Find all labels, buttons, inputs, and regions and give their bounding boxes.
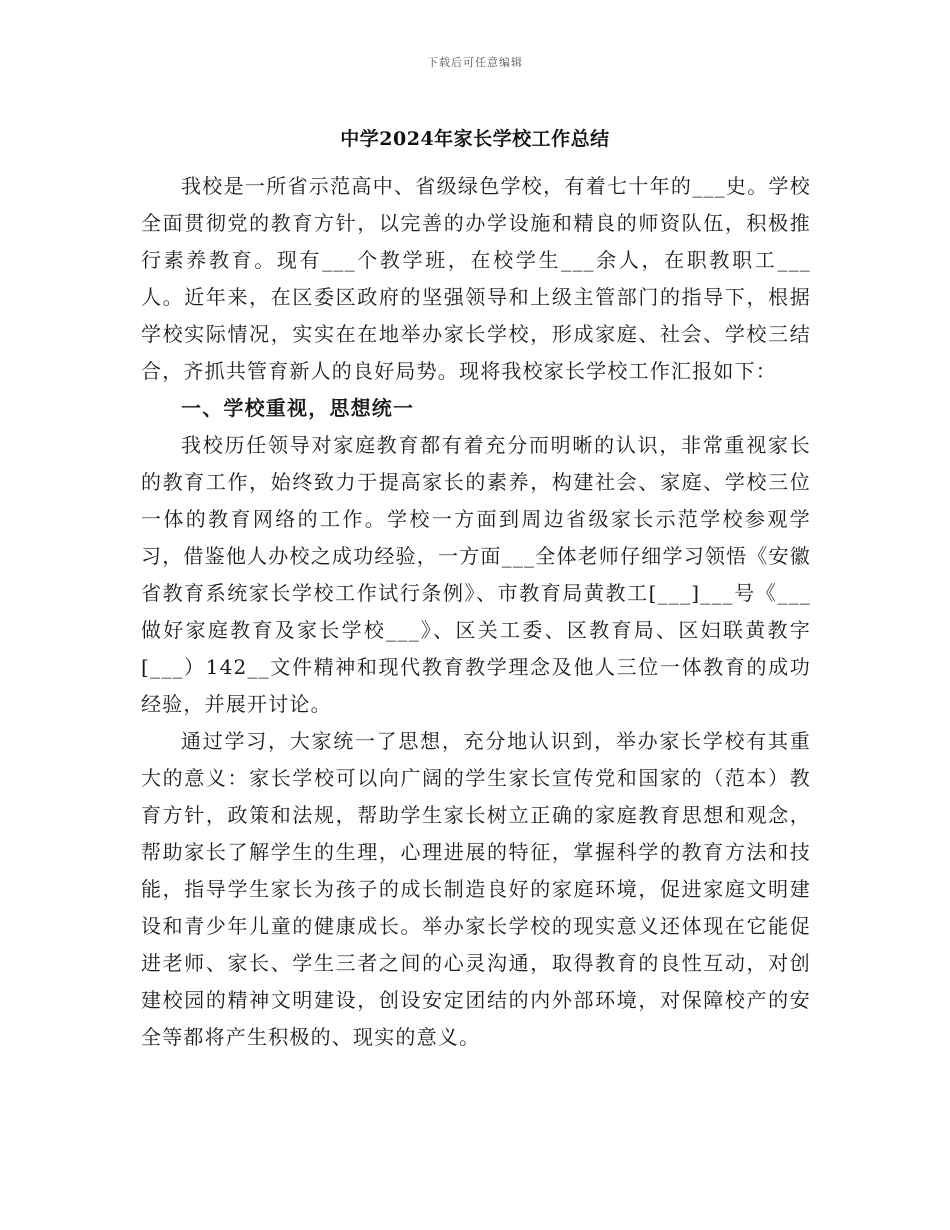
body-paragraph: 我校历任领导对家庭教育都有着充分而明晰的认识，非常重视家长的教育工作，始终致力于提高家长的素养，构建社会、家庭、学校三位一体的教育网络的工作。学校一方面到周边省级家长示范学校参观学习，借鉴他人办校之成功经验，一方面___全体老师仔细学习领悟《安徽省教育系统家长学校工作试行条例》、市教育局黄教工[___]___号《___做好家庭教育及家长学校___》、区关工委、区教育局、区妇联黄教字[___）142__文件精神和现代教育教学理念及他人三位一体教育的成功经验，并展开讨论。: [141, 433, 811, 716]
document-body: [141, 168, 811, 1056]
section-heading: 一、学校重视，思想统一: [181, 396, 415, 420]
body-paragraph: 通过学习，大家统一了思想，充分地认识到，举办家长学校有其重大的意义：家长学校可以向广阔的学生家长宣传党和国家的（范本）教育方针，政策和法规，帮助学生家长树立正确的家庭教育思想和观念，帮助家长了解学生的生理，心理进展的特征，掌握科学的教育方法和技能，指导学生家长为孩子的成长制造良好的家庭环境，促进家庭文明建设和青少年儿童的健康成长。举办家长学校的现实意义还体现在它能促进老师、家长、学生三者之间的心灵沟通，取得教育的良性互动，对创建校园的精神文明建设，创设安定团结的内外部环境，对保障校产的安全等都将产生积极的、现实的意义。: [141, 729, 811, 1049]
intro-paragraph: 我校是一所省示范高中、省级绿色学校，有着七十年的___史。学校全面贯彻党的教育方针，以完善的办学设施和精良的师资队伍，积极推行素养教育。现有___个教学班，在校学生___余人，在职教职工___人。近年来，在区委区政府的坚强领导和上级主管部门的指导下，根据学校实际情况，实实在在地举办家长学校，形成家庭、社会、学校三结合，齐抓共管育新人的良好局势。现将我校家长学校工作汇报如下：: [141, 174, 811, 383]
header-note: 下载后可任意编辑: [427, 56, 523, 69]
document-title: 中学2024年家长学校工作总结: [340, 128, 610, 150]
